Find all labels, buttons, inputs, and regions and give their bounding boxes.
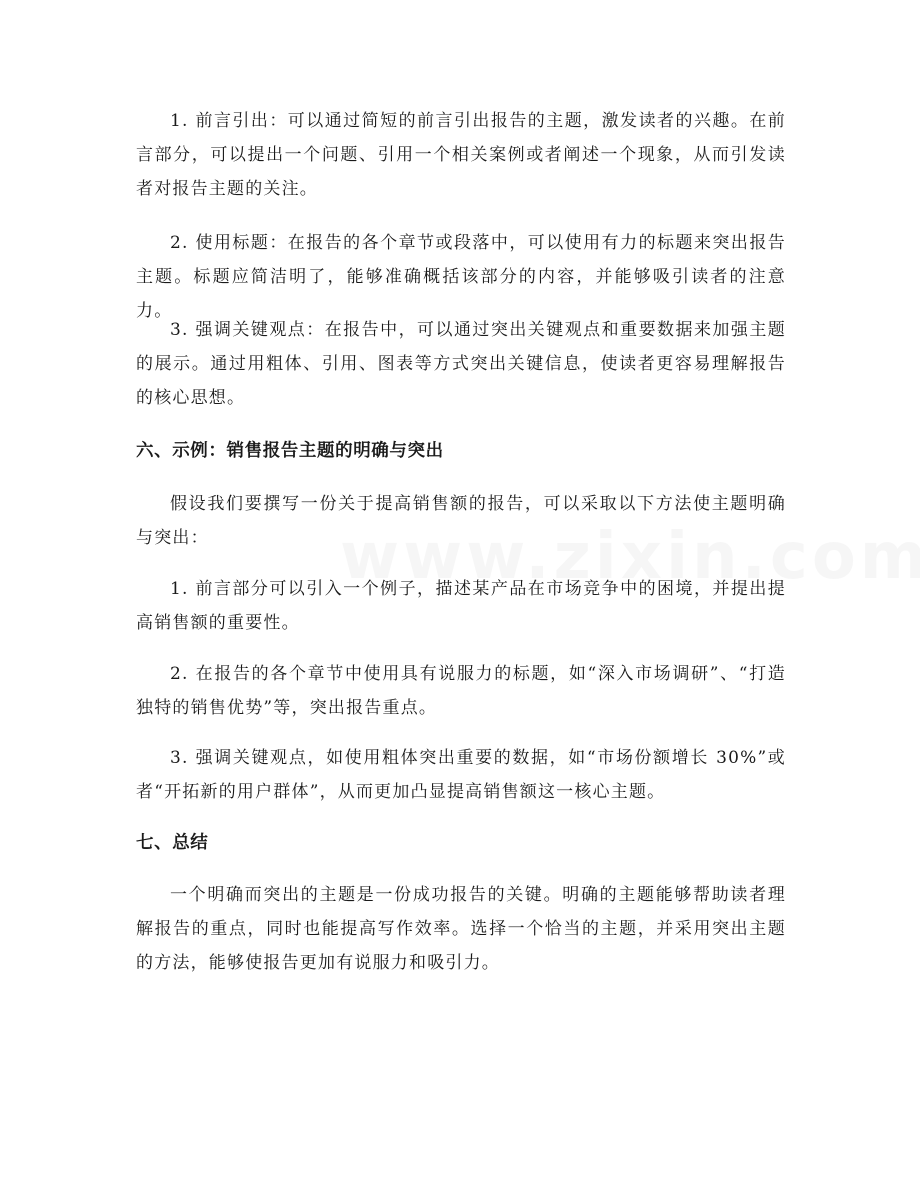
heading-text: 六、示例：销售报告主题的明确与突出 (136, 441, 444, 461)
intro-method-paragraph (136, 104, 786, 206)
example-item-3-paragraph (136, 741, 786, 809)
paragraph-text: 假设我们要撰写一份关于提高销售额的报告，可以采取以下方法使主题明确与突出： (136, 494, 786, 548)
example-item-2-paragraph (136, 657, 786, 725)
section-seven-heading (136, 826, 786, 860)
paragraph-text: 2. 使用标题：在报告的各个章节或段落中，可以使用有力的标题来突出报告主题。标题应简洁明了，能够准确概括该部分的内容，并能够吸引读者的注意力。 (136, 233, 786, 321)
section-six-heading (136, 434, 786, 468)
example-intro-paragraph (136, 487, 786, 555)
heading-text: 七、总结 (136, 833, 209, 853)
paragraph-text: 2. 在报告的各个章节中使用具有说服力的标题，如“深入市场调研”、“打造独特的销售优势”等，突出报告重点。 (136, 664, 786, 718)
emphasize-points-paragraph (136, 313, 786, 415)
paragraph-text: 3. 强调关键观点，如使用粗体突出重要的数据，如“市场份额增长 30%”或者“开拓新的用户群体”，从而更加凸显提高销售额这一核心主题。 (136, 748, 786, 802)
summary-paragraph (136, 878, 786, 980)
paragraph-text: 一个明确而突出的主题是一份成功报告的关键。明确的主题能够帮助读者理解报告的重点，同时也能提高写作效率。选择一个恰当的主题，并采用突出主题的方法，能够使报告更加有说服力和吸引力。 (136, 885, 786, 973)
paragraph-text: 1. 前言引出：可以通过简短的前言引出报告的主题，激发读者的兴趣。在前言部分，可以提出一个问题、引用一个相关案例或者阐述一个现象，从而引发读者对报告主题的关注。 (136, 111, 786, 199)
paragraph-text: 3. 强调关键观点：在报告中，可以通过突出关键观点和重要数据来加强主题的展示。通过用粗体、引用、图表等方式突出关键信息，使读者更容易理解报告的核心思想。 (136, 320, 786, 408)
example-item-1-paragraph (136, 572, 786, 640)
paragraph-text: 1. 前言部分可以引入一个例子，描述某产品在市场竞争中的困境，并提出提高销售额的重要性。 (136, 579, 786, 633)
